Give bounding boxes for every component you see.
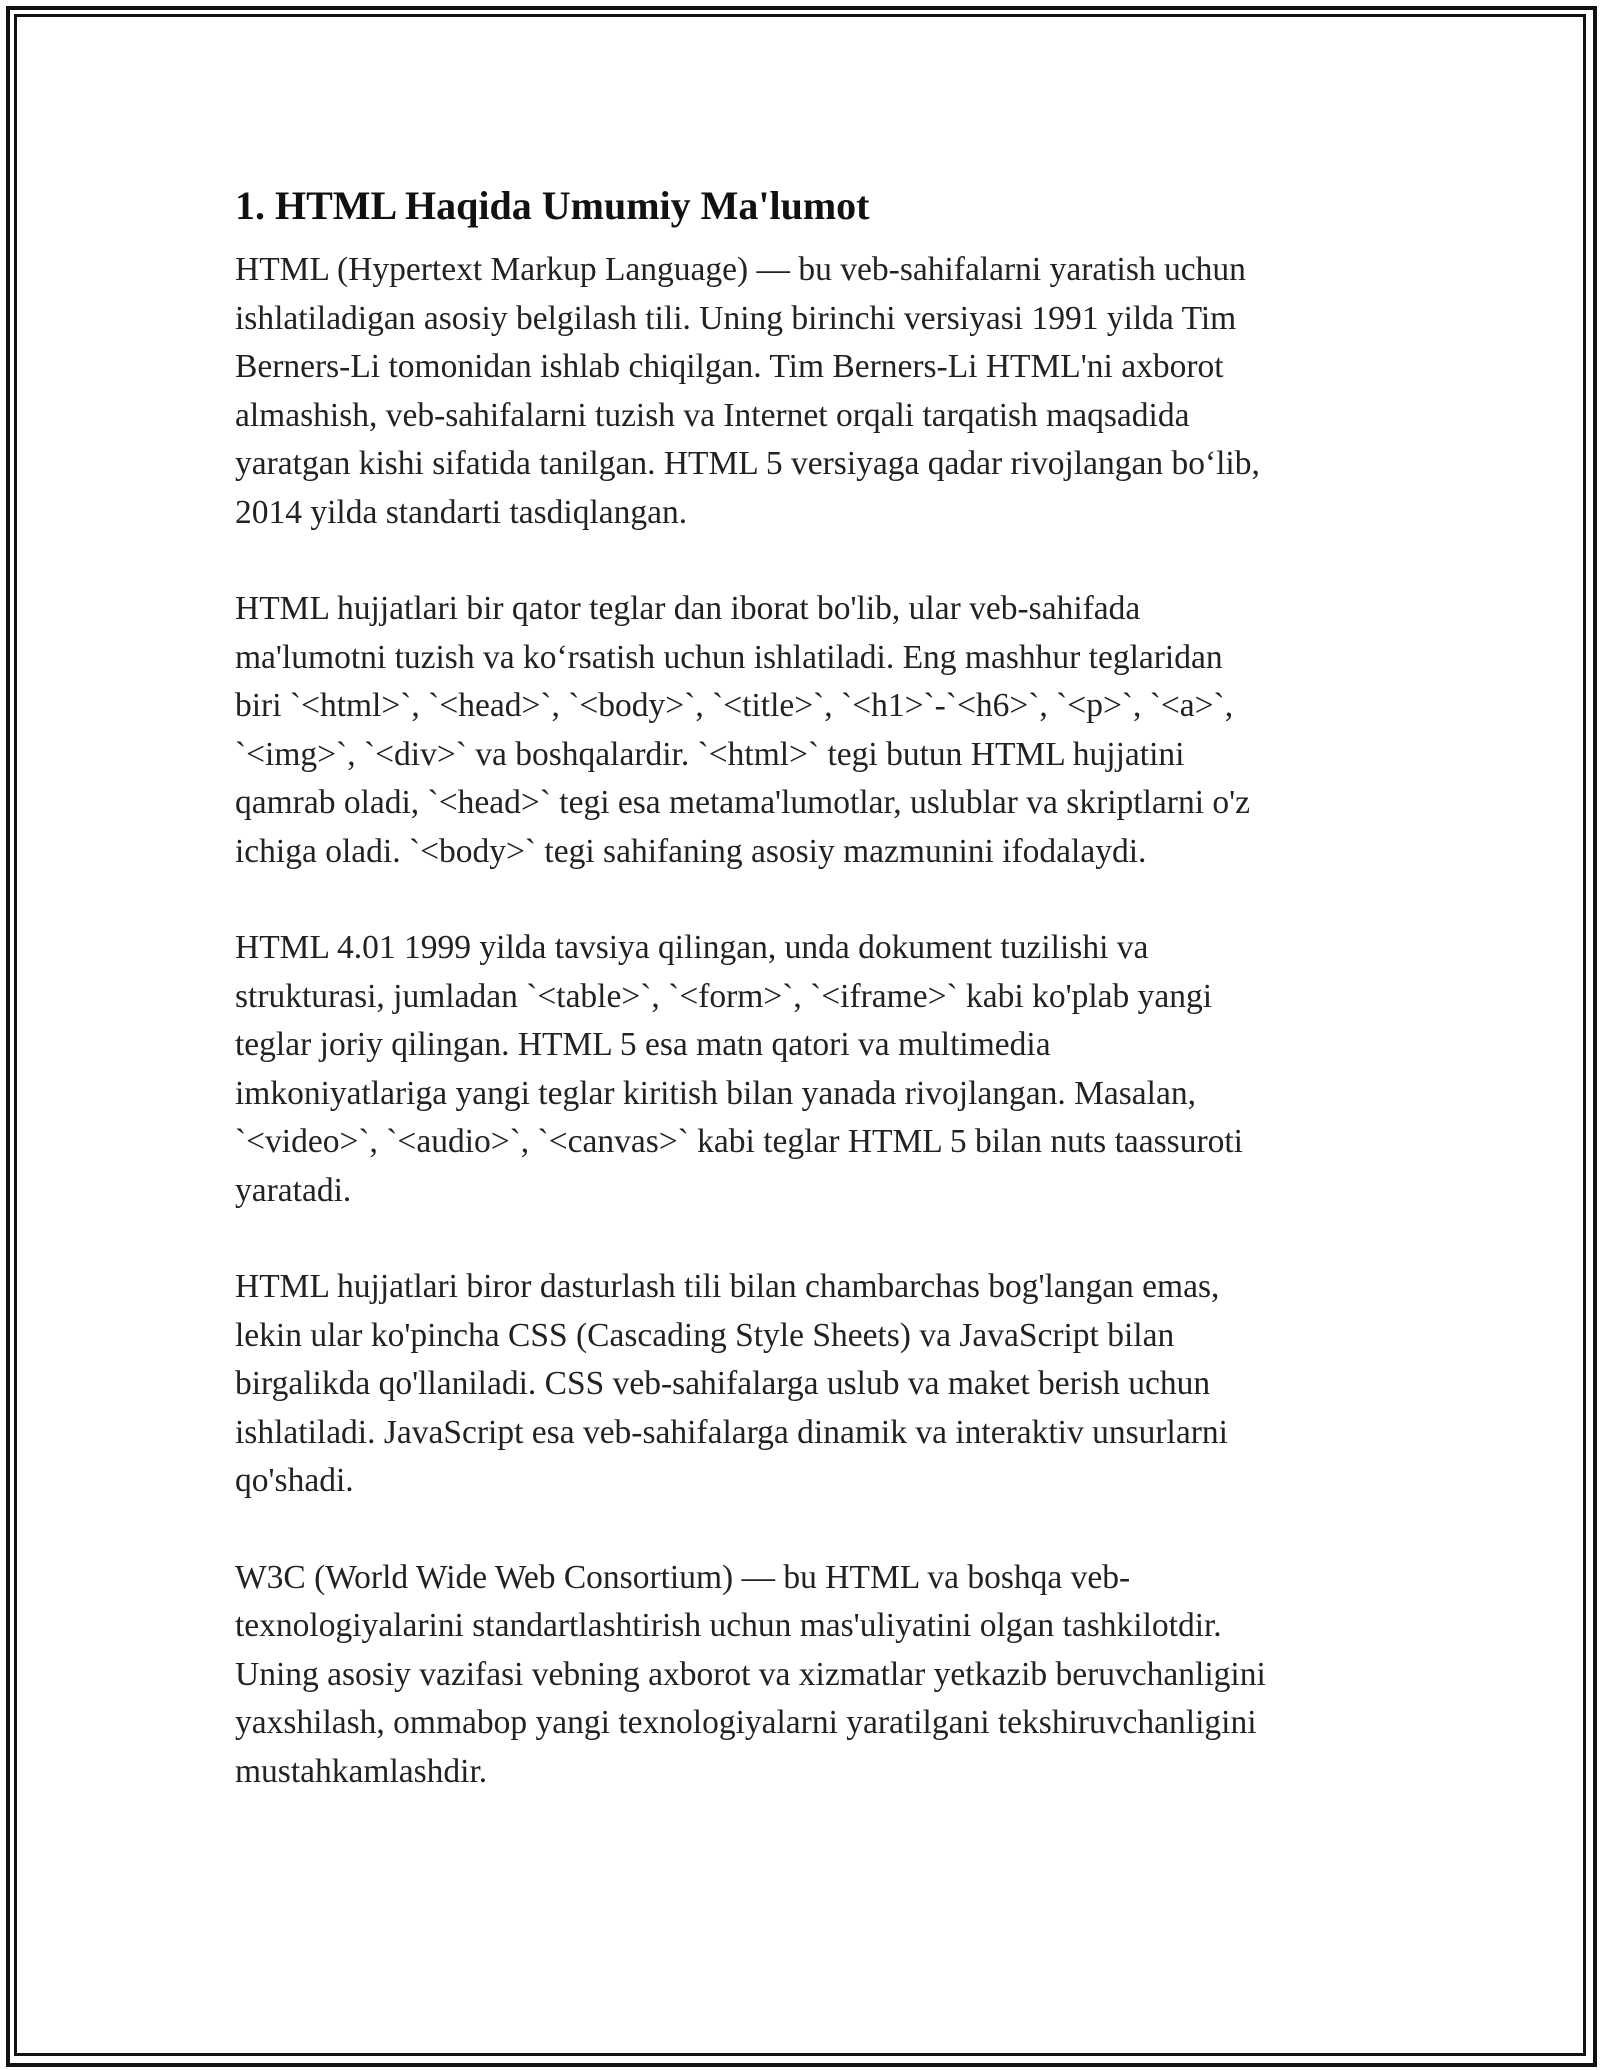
paragraph-css-javascript: HTML hujjatlari biror dasturlash tili bilan chambarchas bog'langan emas, lekin ular ko'pincha CSS (Cascading Style Sheets) va JavaScript bilan birgalikda qo'llaniladi. CSS veb-sahifalarga uslub va maket berish uchun ishlatiladi. JavaScript esa veb-sahifalarga dinamik va interaktiv unsurlarni qo'shadi. bbox=[235, 1268, 1228, 1499]
paragraph-html-intro: HTML (Hypertext Markup Language) — bu veb-sahifalarni yaratish uchun ishlatiladigan asosiy belgilash tili. Uning birinchi versiyasi 1991 yilda Tim Berners-Li tomonidan ishlab chiqilgan. Tim Berners-Li HTML'ni axborot almashish, veb-sahifalarni tuzish va Internet orqali tarqatish maqsadida yaratgan kishi sifatida tanilgan. HTML 5 versiyaga qadar rivojlangan bo‘lib, 2014 yilda standarti tasdiqlangan. bbox=[235, 251, 1260, 531]
section-title: 1. HTML Haqida Umumiy Ma'lumot bbox=[235, 183, 870, 228]
paragraph-html-versions: HTML 4.01 1999 yilda tavsiya qilingan, unda dokument tuzilishi va strukturasi, jumladan `<table>`, `<form>`, `<iframe>` kabi ko'plab yangi teglar joriy qilingan. HTML 5 esa matn qatori va multimedia imkoniyatlariga yangi teglar kiritish bilan yanada rivojlangan. Masalan, `<video>`, `<audio>`, `<canvas>` kabi teglar HTML 5 bilan nuts taassuroti yaratadi. bbox=[235, 929, 1243, 1209]
document-body bbox=[235, 180, 1375, 1844]
paragraph-html-tags: HTML hujjatlari bir qator teglar dan iborat bo'lib, ular veb-sahifada ma'lumotni tuzish va ko‘rsatish uchun ishlatiladi. Eng mashhur teglaridan biri `<html>`, `<head>`, `<body>`, `<title>`, `<h1>`-`<h6>`, `<p>`, `<a>`, `<img>`, `<div>` va boshqalardir. `<html>` tegi butun HTML hujjatini qamrab oladi, `<head>` tegi esa metama'lumotlar, uslublar va skriptlarni o'z ichiga oladi. `<body>` tegi sahifaning asosiy mazmunini ifodalaydi. bbox=[235, 590, 1251, 870]
paragraph-w3c: W3C (World Wide Web Consortium) — bu HTML va boshqa veb- texnologiyalarini standartlashtirish uchun mas'uliyatini olgan tashkilotdir. Uning asosiy vazifasi vebning axborot va xizmatlar yetkazib beruvchanligini yaxshilash, ommabop yangi texnologiyalarni yaratilgani tekshiruvchanligini mustahkamlashdir. bbox=[235, 1558, 1266, 1790]
